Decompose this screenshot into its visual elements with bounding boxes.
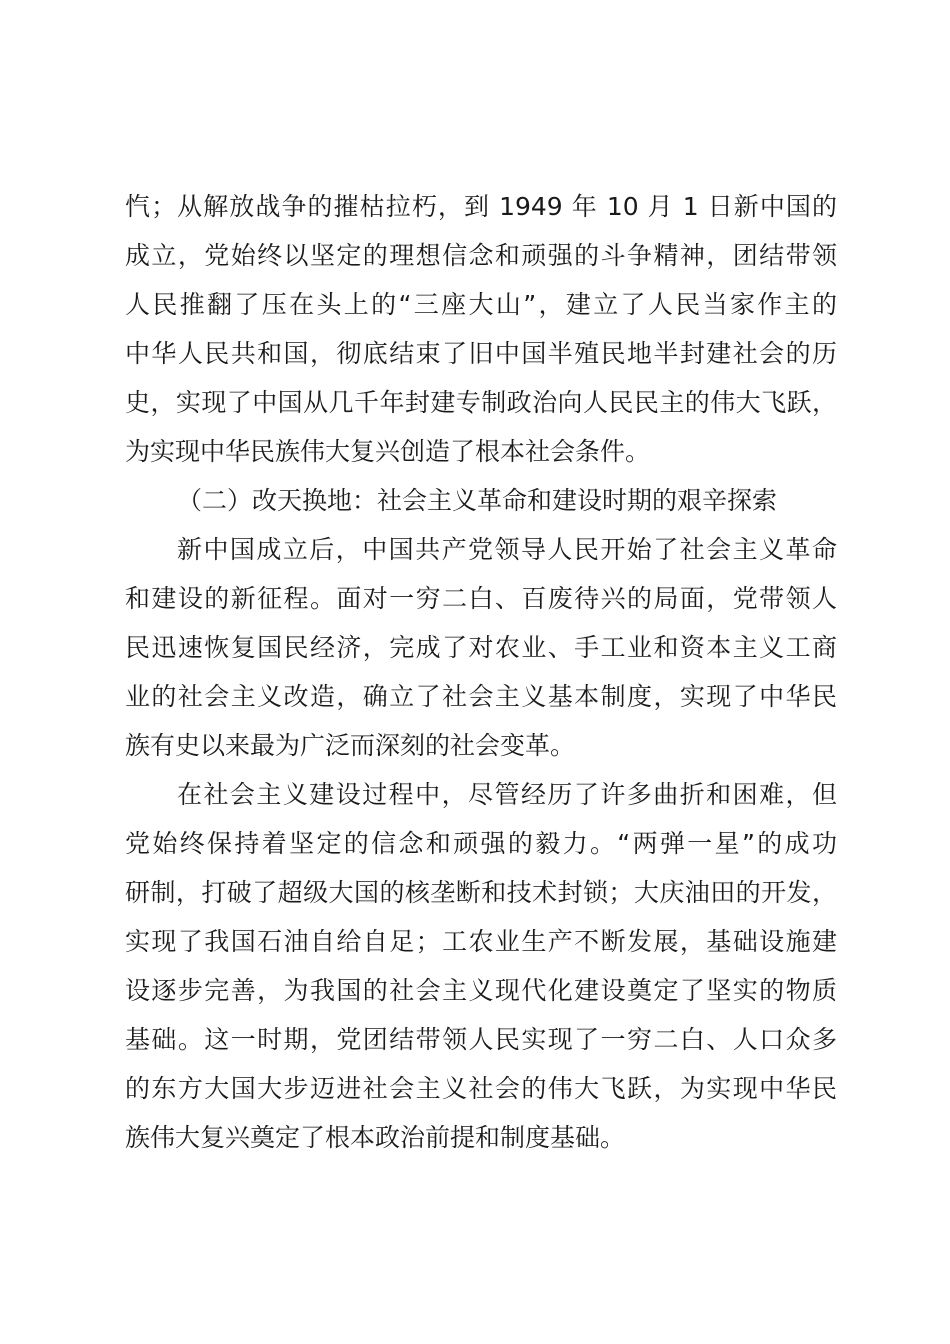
text-line: 研制，打破了超级大国的核垄断和技术封锁；大庆油田的开发， xyxy=(125,878,837,907)
text-line: 在社会主义建设过程中，尽管经历了许多曲折和困难，但 xyxy=(177,780,837,809)
text-line: 党始终保持着坚定的信念和顽强的毅力。“两弹一星”的成功 xyxy=(125,829,837,858)
section-heading xyxy=(125,476,837,525)
paragraph-construction xyxy=(125,770,837,1162)
text-line: 的东方大国大步迈进社会主义社会的伟大飞跃，为实现中华民 xyxy=(125,1074,837,1103)
section-heading-text: （二）改天换地：社会主义革命和建设时期的艰辛探索 xyxy=(177,486,778,515)
paragraph-victory xyxy=(125,182,837,476)
text-line: 实现了我国石油自给自足；工农业生产不断发展，基础设施建 xyxy=(125,927,837,956)
text-line: 成立，党始终以坚定的理想信念和顽强的斗争精神，团结带领 xyxy=(125,241,837,270)
text-line: 忾；从解放战争的摧枯拉朽，到 1949 年 10 月 1 日新中国的 xyxy=(125,192,837,221)
text-line: 中华人民共和国，彻底结束了旧中国半殖民地半封建社会的历 xyxy=(125,339,837,368)
text-line: 新中国成立后，中国共产党领导人民开始了社会主义革命 xyxy=(177,535,837,564)
text-line: 民迅速恢复国民经济，完成了对农业、手工业和资本主义工商 xyxy=(125,633,837,662)
text-line: 族有史以来最为广泛而深刻的社会变革。 xyxy=(125,731,576,760)
text-line: 史，实现了中国从几千年封建专制政治向人民民主的伟大飞跃， xyxy=(125,388,837,417)
text-line: 族伟大复兴奠定了根本政治前提和制度基础。 xyxy=(125,1123,626,1152)
text-line: 业的社会主义改造，确立了社会主义基本制度，实现了中华民 xyxy=(125,682,837,711)
text-line: 设逐步完善，为我国的社会主义现代化建设奠定了坚实的物质 xyxy=(125,976,837,1005)
document-body xyxy=(125,182,837,1162)
text-line: 基础。这一时期，党团结带领人民实现了一穷二白、人口众多 xyxy=(125,1025,837,1054)
text-line: 为实现中华民族伟大复兴创造了根本社会条件。 xyxy=(125,437,651,466)
paragraph-new-china xyxy=(125,525,837,770)
text-line: 和建设的新征程。面对一穷二白、百废待兴的局面，党带领人 xyxy=(125,584,837,613)
text-line: 人民推翻了压在头上的“三座大山”，建立了人民当家作主的 xyxy=(125,290,837,319)
